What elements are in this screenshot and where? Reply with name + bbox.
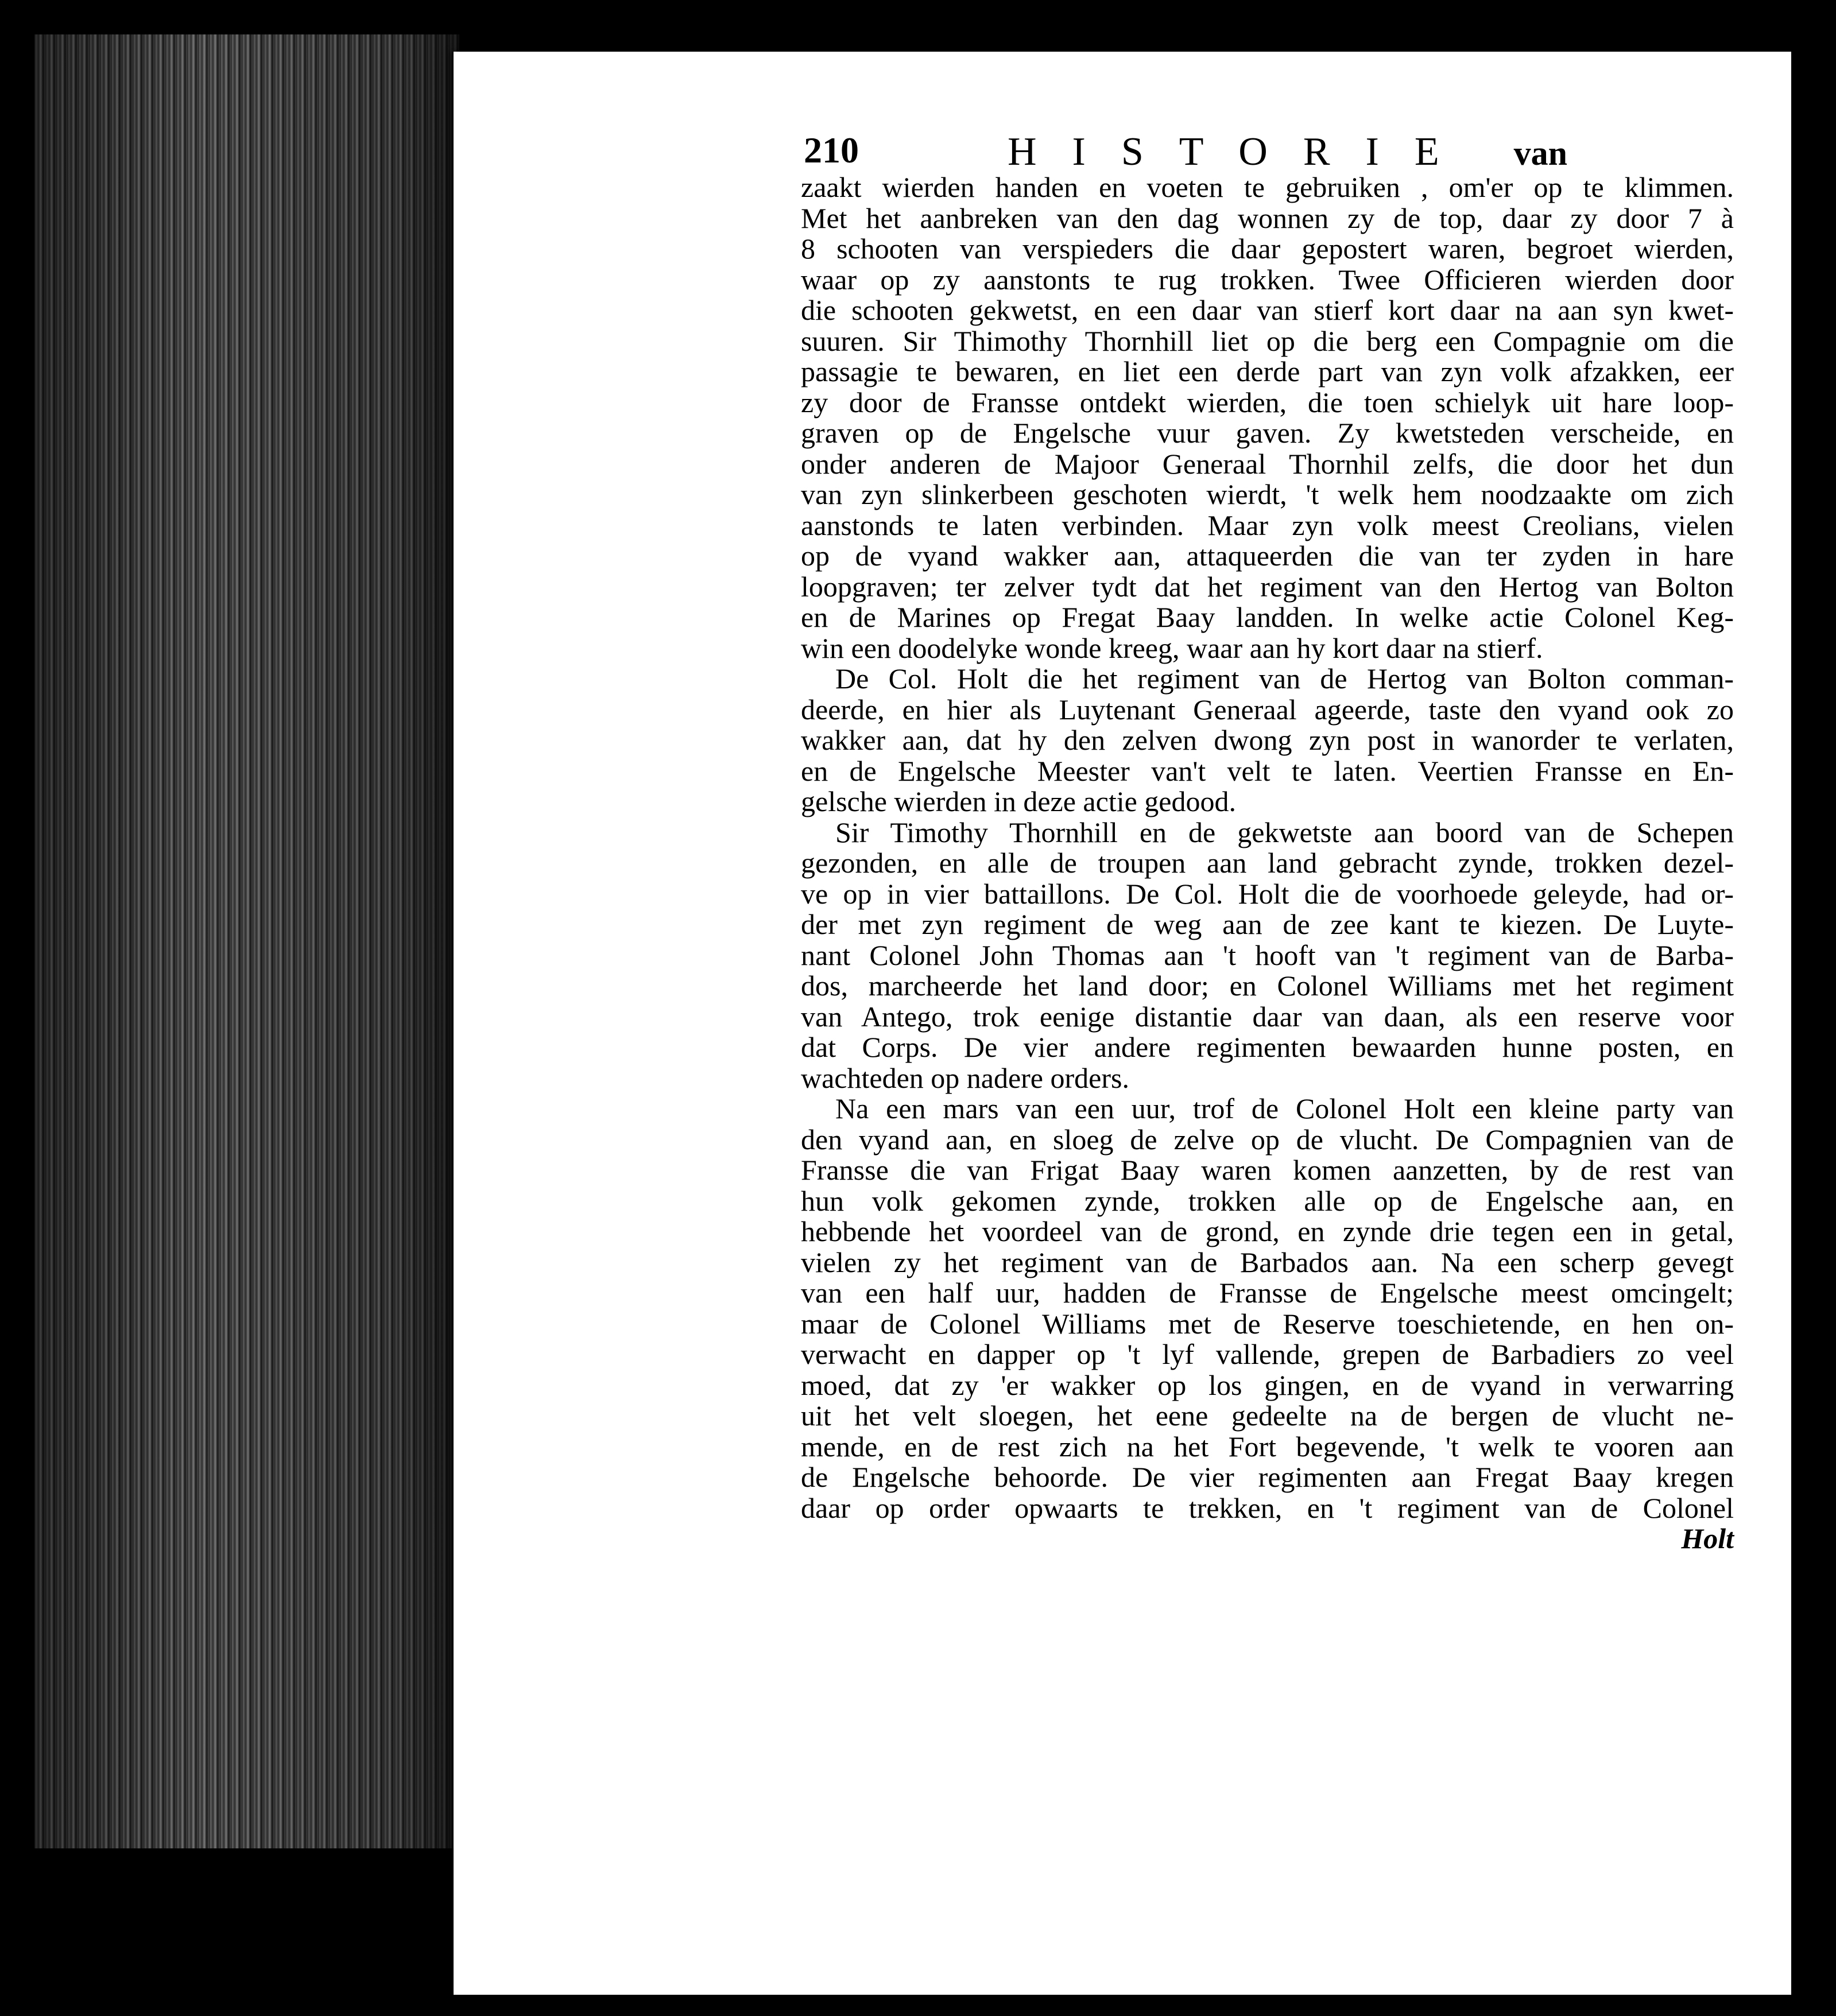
text-line: Met het aanbreken van den dag wonnen zy de top, daar zy door 7 à bbox=[801, 201, 1734, 234]
text-line: graven op de Engelsche vuur gaven. Zy kwetsteden verscheide, en bbox=[801, 417, 1734, 449]
text-line: nant Colonel John Thomas aan 't hooft van 't regiment van de Barba- bbox=[801, 939, 1734, 971]
text-line: en de Engelsche Meester van't velt te laten. Veertien Fransse en En- bbox=[801, 754, 1734, 787]
text-line: die schooten gekwetst, en een daar van stierf kort daar na aan syn kwet- bbox=[801, 294, 1734, 326]
catchword: Holt bbox=[1681, 1522, 1734, 1554]
text-line: wachteden op nadere orders. bbox=[801, 1061, 1129, 1094]
text-line: van een half uur, hadden de Fransse de Engelsche meest omcingelt; bbox=[801, 1277, 1734, 1309]
text-line: mende, en de rest zich na het Fort begevende, 't welk te vooren aan bbox=[801, 1430, 1734, 1463]
text-line: daar op order opwaarts te trekken, en 't regiment van de Colonel bbox=[801, 1491, 1734, 1524]
text-line: van zyn slinkerbeen geschoten wierdt, 't welk hem noodzaakte om zich bbox=[801, 478, 1734, 510]
text-line: passagie te bewaren, en liet een derde part van zyn volk afzakken, eer bbox=[801, 355, 1734, 387]
text-line: dat Corps. De vier andere regimenten bewaarden hunne posten, en bbox=[801, 1031, 1734, 1063]
text-line: Sir Timothy Thornhill en de gekwetste aan boord van de Schepen bbox=[835, 816, 1734, 848]
text-line: ve op in vier battaillons. De Col. Holt die de voorhoede geleyde, had or- bbox=[801, 877, 1734, 910]
text-line: verwacht en dapper op 't lyf vallende, grepen de Barbadiers zo veel bbox=[801, 1338, 1734, 1370]
text-line: onder anderen de Majoor Generaal Thornhil zelfs, die door het dun bbox=[801, 447, 1734, 480]
text-line: hun volk gekomen zynde, trokken alle op de Engelsche aan, en bbox=[801, 1184, 1734, 1217]
text-line: Fransse die van Frigat Baay waren komen aanzetten, by de rest van bbox=[801, 1154, 1734, 1186]
text-line: maar de Colonel Williams met de Reserve toeschietende, en hen on- bbox=[801, 1307, 1734, 1340]
text-line: win een doodelyke wonde kreeg, waar aan hy kort daar na stierf. bbox=[801, 631, 1543, 664]
text-line: waar op zy aanstonts te rug trokken. Twee Officieren wierden door bbox=[801, 263, 1734, 296]
text-line: loopgraven; ter zelver tydt dat het regiment van den Hertog van Bolton bbox=[801, 570, 1734, 603]
page-number: 210 bbox=[804, 130, 859, 170]
text-line: aanstonds te laten verbinden. Maar zyn volk meest Creolians, vielen bbox=[801, 509, 1734, 541]
running-title-suffix: van bbox=[1513, 134, 1567, 172]
text-line: den vyand aan, en sloeg de zelve op de vlucht. De Compagnien van de bbox=[801, 1123, 1734, 1156]
text-line: 8 schooten van verspieders die daar gepostert waren, begroet wierden, bbox=[801, 232, 1734, 265]
text-line: De Col. Holt die het regiment van de Hertog van Bolton comman- bbox=[835, 662, 1734, 695]
text-line: gelsche wierden in deze actie gedood. bbox=[801, 785, 1236, 817]
text-line: gezonden, en alle de troupen aan land gebracht zynde, trokken dezel- bbox=[801, 847, 1734, 879]
running-title: HISTORIE bbox=[1008, 130, 1475, 174]
text-line: Na een mars van een uur, trof de Colonel Holt een kleine party van bbox=[835, 1092, 1734, 1125]
text-line: uit het velt sloegen, het eene gedeelte na de bergen de vlucht ne- bbox=[801, 1399, 1734, 1432]
text-line: van Antego, trok eenige distantie daar van daan, als een reserve voor bbox=[801, 1000, 1734, 1033]
text-line: de Engelsche behoorde. De vier regimenten aan Fregat Baay kregen bbox=[801, 1461, 1734, 1493]
text-line: hebbende het voordeel van de grond, en zynde drie tegen een in getal, bbox=[801, 1215, 1734, 1247]
text-line: deerde, en hier als Luytenant Generaal ageerde, taste den vyand ook zo bbox=[801, 693, 1734, 726]
text-line: zaakt wierden handen en voeten te gebruiken , om'er op te klimmen. bbox=[801, 171, 1734, 203]
text-line: zy door de Fransse ontdekt wierden, die toen schielyk uit hare loop- bbox=[801, 386, 1734, 418]
book-edge-shadow bbox=[34, 34, 459, 1848]
text-line: suuren. Sir Thimothy Thornhill liet op die berg een Compagnie om die bbox=[801, 324, 1734, 357]
text-line: der met zyn regiment de weg aan de zee kant te kiezen. De Luyte- bbox=[801, 908, 1734, 940]
text-line: dos, marcheerde het land door; en Colonel Williams met het regiment bbox=[801, 970, 1734, 1002]
text-line: moed, dat zy 'er wakker op los gingen, en de vyand in verwarring bbox=[801, 1368, 1734, 1401]
body-text bbox=[801, 172, 1734, 1554]
text-line: wakker aan, dat hy den zelven dwong zyn post in wanorder te verlaten, bbox=[801, 724, 1734, 756]
text-line: en de Marines op Fregat Baay landden. In welke actie Colonel Keg- bbox=[801, 601, 1734, 633]
text-line: vielen zy het regiment van de Barbados aan. Na een scherp gevegt bbox=[801, 1246, 1734, 1278]
text-line: op de vyand wakker aan, attaqueerden die van ter zyden in hare bbox=[801, 540, 1734, 572]
